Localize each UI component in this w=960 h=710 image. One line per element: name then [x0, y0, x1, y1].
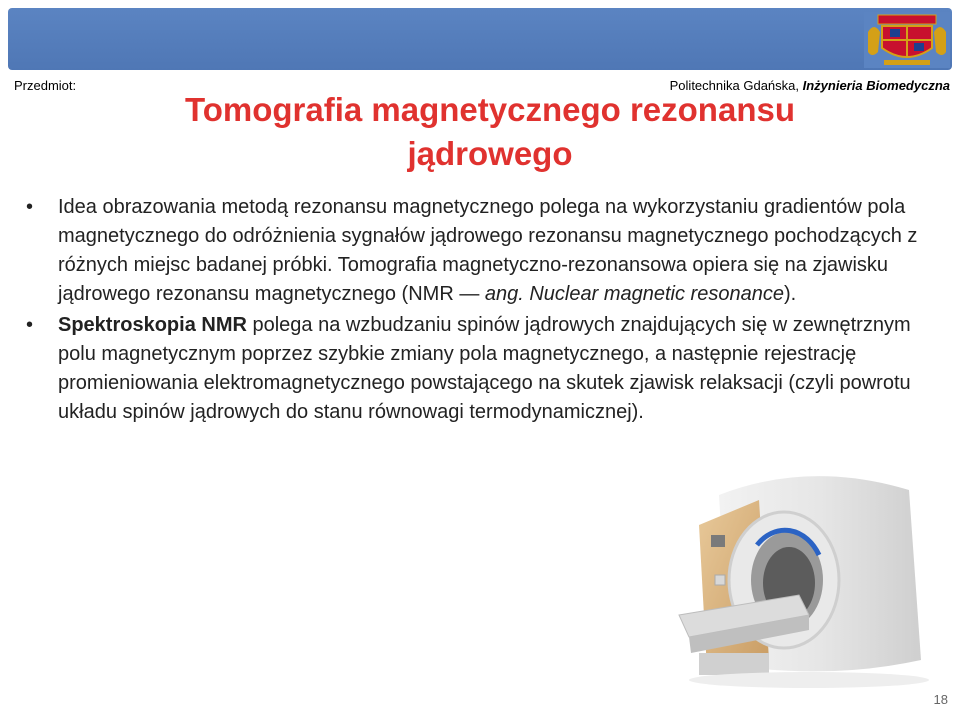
- department-name: Inżynieria Biomedyczna: [802, 78, 950, 93]
- bullet-item-1: [22, 193, 942, 309]
- page-number: 18: [933, 692, 948, 707]
- bullet-dot: •: [26, 314, 34, 336]
- bullet-1-text: Idea obrazowania metodą rezonansu magnetycznego polega na wykorzystaniu gradientów pola magnetycznego do odróżnienia sygnałów jądrowego rezonansu magnetycznego pochodzących z różnych miejsc badanej próbki. Tomografia magnetyczno-rezonansowa opiera się na zjawisku jądrowego rezonansu magnetycznego (NMR —: [58, 196, 918, 305]
- subject-label: Przedmiot:: [14, 78, 77, 93]
- bullet-dot: •: [26, 196, 34, 218]
- bullet-item-2: [22, 311, 942, 427]
- slide-content: [22, 193, 942, 427]
- mri-scanner-photo: [659, 465, 944, 690]
- slide-title-line2: jądrowego: [407, 135, 573, 172]
- university-name: Politechnika Gdańska,: [669, 78, 803, 93]
- header-bar: [8, 8, 952, 70]
- slide-title-line1: Tomografia magnetycznego rezonansu: [185, 91, 795, 128]
- bullet-2-text: polega na wzbudzaniu spinów jądrowych znajdujących się w zewnętrznym polu magnetycznym poprzez szybkie zmiany pola magnetycznego, a następnie rejestrację promieniowania elektromagnetycznego powstającego na skutek zjawisk relaksacji (czyli powrotu układu spinów jądrowych do stanu równowagi termodynamicznej).: [58, 314, 911, 423]
- slide-title: [90, 88, 890, 176]
- university-crest-icon: [864, 12, 950, 68]
- bullet-2-bold: Spektroskopia NMR: [58, 314, 247, 336]
- bullet-1-italic: ang. Nuclear magnetic resonance: [484, 283, 784, 305]
- bullet-1-text-end: ).: [783, 283, 797, 305]
